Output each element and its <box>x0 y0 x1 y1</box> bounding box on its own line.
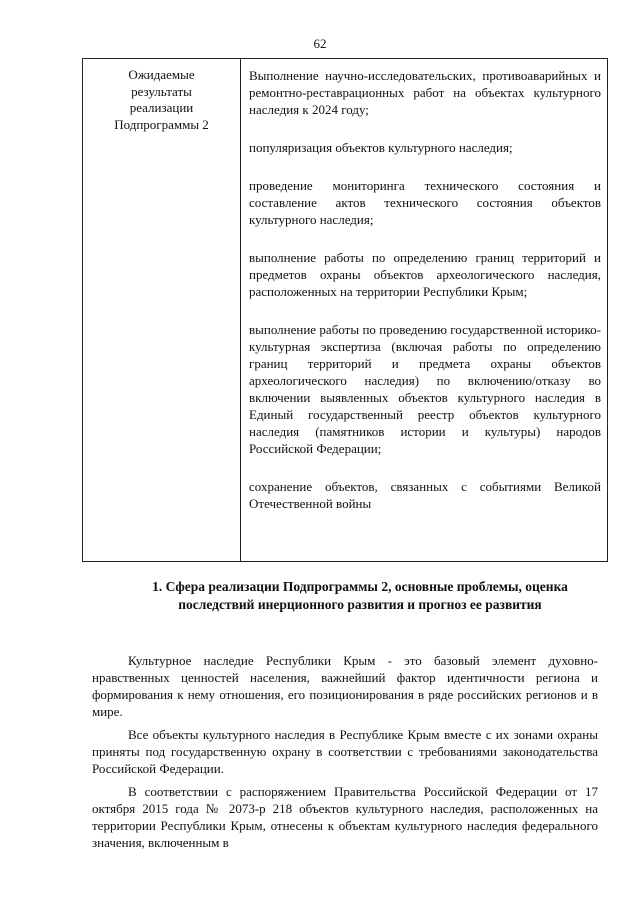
result-item: проведение мониторинга технического состояния и составление актов технического состояния объектов культурного наследия; <box>249 178 601 227</box>
body-paragraph: Все объекты культурного наследия в Республике Крым вместе с их зонами охраны приняты под государственную охрану в соответствии с требованиями законодательства Российской Федерации. <box>92 727 598 776</box>
result-item: выполнение работы по определению границ территорий и предметов охраны объектов археологического наследия, расположенных на территории Республики Крым; <box>249 250 601 299</box>
table-label-line: Ожидаемые <box>128 67 195 82</box>
body-paragraph: Культурное наследие Республики Крым - это базовый элемент духовно-нравственных ценностей населения, важнейший фактор идентичности региона и формирования к нему отношения, его позиционирования в ряде российских регионов и в мире. <box>92 653 598 719</box>
body-paragraph: В соответствии с распоряжением Правительства Российской Федерации от 17 октября 2015 года № 2073-р 218 объектов культурного наследия, расположенных на территории Республики Крым, отнесены к объектам культурного наследия федерального значения, включенным в <box>92 784 598 850</box>
body-text <box>92 652 598 857</box>
result-item: сохранение объектов, связанных с событиями Великой Отечественной войны <box>249 479 601 511</box>
table-column-divider <box>240 59 241 561</box>
table-label-line: Подпрограммы 2 <box>114 116 209 132</box>
page-number: 62 <box>313 36 327 51</box>
table-results-cell <box>249 67 601 533</box>
result-item: популяризация объектов культурного наследия; <box>249 140 513 155</box>
table-label-line: реализации <box>129 100 194 115</box>
table-label-cell <box>83 67 240 133</box>
section-heading: 1. Сфера реализации Подпрограммы 2, основные проблемы, оценка последствий инерционного развития и прогноз ее развития <box>152 579 568 612</box>
result-item: Выполнение научно-исследовательских, противоаварийных и ремонтно-реставрационных работ на объектах культурного наследия к 2024 году; <box>249 68 601 117</box>
table-label-line: результаты <box>131 83 192 99</box>
result-item: выполнение работы по проведению государственной историко-культурная экспертиза (включая работы по определению границ территорий и предмета охраны объектов археологического наследия) по включению/отказу во включении выявленных объектов культурного наследия в Единый государственный реестр объектов культурного наследия (памятников истории и культуры) народов Российской Федерации; <box>249 322 601 456</box>
expected-results-table <box>82 58 608 562</box>
